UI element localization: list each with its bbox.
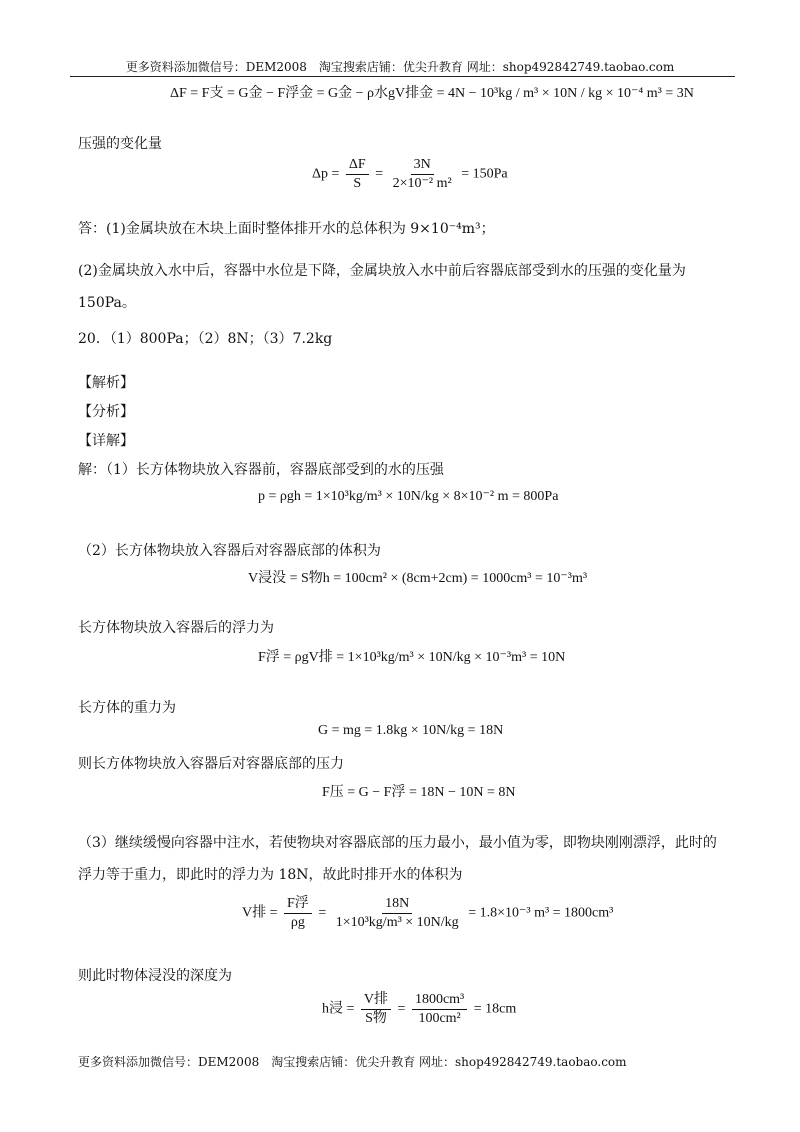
equation-delta-p: [312, 156, 508, 193]
numerator: 1800cm³: [412, 991, 467, 1010]
page-header: 更多资料添加微信号：DEM2008 淘宝搜索店铺：优尖升教育 网址：shop492842749.taobao.com: [125, 60, 675, 74]
answer-part-1: 答：(1)金属块放在木块上面时整体排开水的总体积为 9×10⁻⁴m³；: [78, 221, 495, 237]
eq-rhs: = 18cm: [473, 1001, 517, 1017]
tag-analysis: 【解析】: [78, 375, 134, 391]
fraction-2: [333, 895, 462, 932]
tag-detailed-solution: 【详解】: [78, 433, 134, 449]
answer-part-2-line-2: 150Pa。: [78, 295, 136, 311]
fraction-1: [346, 156, 369, 193]
equation-displaced-volume: [242, 895, 613, 932]
solution-step-5: 则长方体物块放入容器后对容器底部的压力: [78, 756, 344, 772]
numerator: ΔF: [346, 156, 369, 175]
header-divider: [70, 76, 735, 77]
tag-breakdown: 【分析】: [78, 404, 134, 420]
denominator: S物: [365, 1011, 387, 1026]
fraction-2: [390, 156, 455, 193]
eq-rhs: = 1.8×10⁻³ m³ = 1800cm³: [468, 905, 614, 921]
solution-step-3: 长方体物块放入容器后的浮力为: [78, 620, 274, 636]
eq-rhs: = 150Pa: [461, 166, 508, 182]
numerator: V排: [361, 991, 391, 1010]
equation-pressure-force: F压 = G − F浮 = 18N − 10N = 8N: [322, 785, 516, 800]
eq-mid: =: [375, 166, 384, 182]
page-footer: 更多资料添加微信号：DEM2008 淘宝搜索店铺：优尖升教育 网址：shop492842749.taobao.com: [78, 1055, 627, 1069]
solution-step-7: 则此时物体浸没的深度为: [78, 968, 232, 984]
eq-lhs: Δp =: [312, 166, 340, 182]
fraction-2: [412, 991, 467, 1028]
fraction-1: [284, 895, 312, 932]
label-pressure-change: 压强的变化量: [78, 136, 162, 152]
equation-gravity: G = mg = 1.8kg × 10N/kg = 18N: [318, 723, 504, 738]
equation-buoyancy: F浮 = ρgV排 = 1×10³kg/m³ × 10N/kg × 10⁻³m³ = 10N: [258, 650, 566, 665]
eq-mid: =: [397, 1001, 406, 1017]
eq-lhs: V排 =: [242, 905, 278, 921]
equation-pressure: p = ρgh = 1×10³kg/m³ × 10N/kg × 8×10⁻² m = 800Pa: [258, 489, 559, 504]
equation-depth: [322, 991, 516, 1028]
denominator: ρg: [290, 915, 305, 930]
solution-step-1: 解：（1）长方体物块放入容器前，容器底部受到的水的压强: [78, 462, 444, 478]
question-20-answers: 20．（1）800Pa；（2）8N；（3）7.2kg: [78, 331, 333, 347]
eq-lhs: h浸 =: [322, 1001, 355, 1017]
answer-part-2-line-1: (2)金属块放入水中后，容器中水位是下降，金属块放入水中前后容器底部受到水的压强的变化量为: [78, 263, 686, 279]
equation-submerged-volume: V浸没 = S物h = 100cm² × (8cm+2cm) = 1000cm³ = 10⁻³m³: [248, 571, 588, 586]
denominator: 100cm²: [418, 1011, 461, 1026]
numerator: 18N: [382, 895, 412, 914]
numerator: 3N: [411, 156, 434, 175]
solution-step-6-line-1: （3）继续缓慢向容器中注水，若使物块对容器底部的压力最小，最小值为零，即物块刚刚漂浮，此时的: [78, 835, 717, 851]
eq-mid: =: [318, 905, 327, 921]
denominator: 2×10⁻² m²: [392, 176, 452, 191]
numerator: F浮: [284, 895, 312, 914]
denominator: 1×10³kg/m³ × 10N/kg: [335, 915, 459, 930]
fraction-1: [361, 991, 391, 1028]
solution-step-4: 长方体的重力为: [78, 700, 176, 716]
solution-step-2: （2）长方体物块放入容器后对容器底部的体积为: [78, 543, 381, 559]
solution-step-6-line-2: 浮力等于重力，即此时的浮力为 18N，故此时排开水的体积为: [78, 867, 463, 883]
equation-buoyancy-difference: ΔF = F支 = G金 − F浮金 = G金 − ρ水gV排金 = 4N − 10³kg / m³ × 10N / kg × 10⁻⁴ m³ = 3N: [170, 86, 694, 101]
denominator: S: [353, 176, 362, 191]
